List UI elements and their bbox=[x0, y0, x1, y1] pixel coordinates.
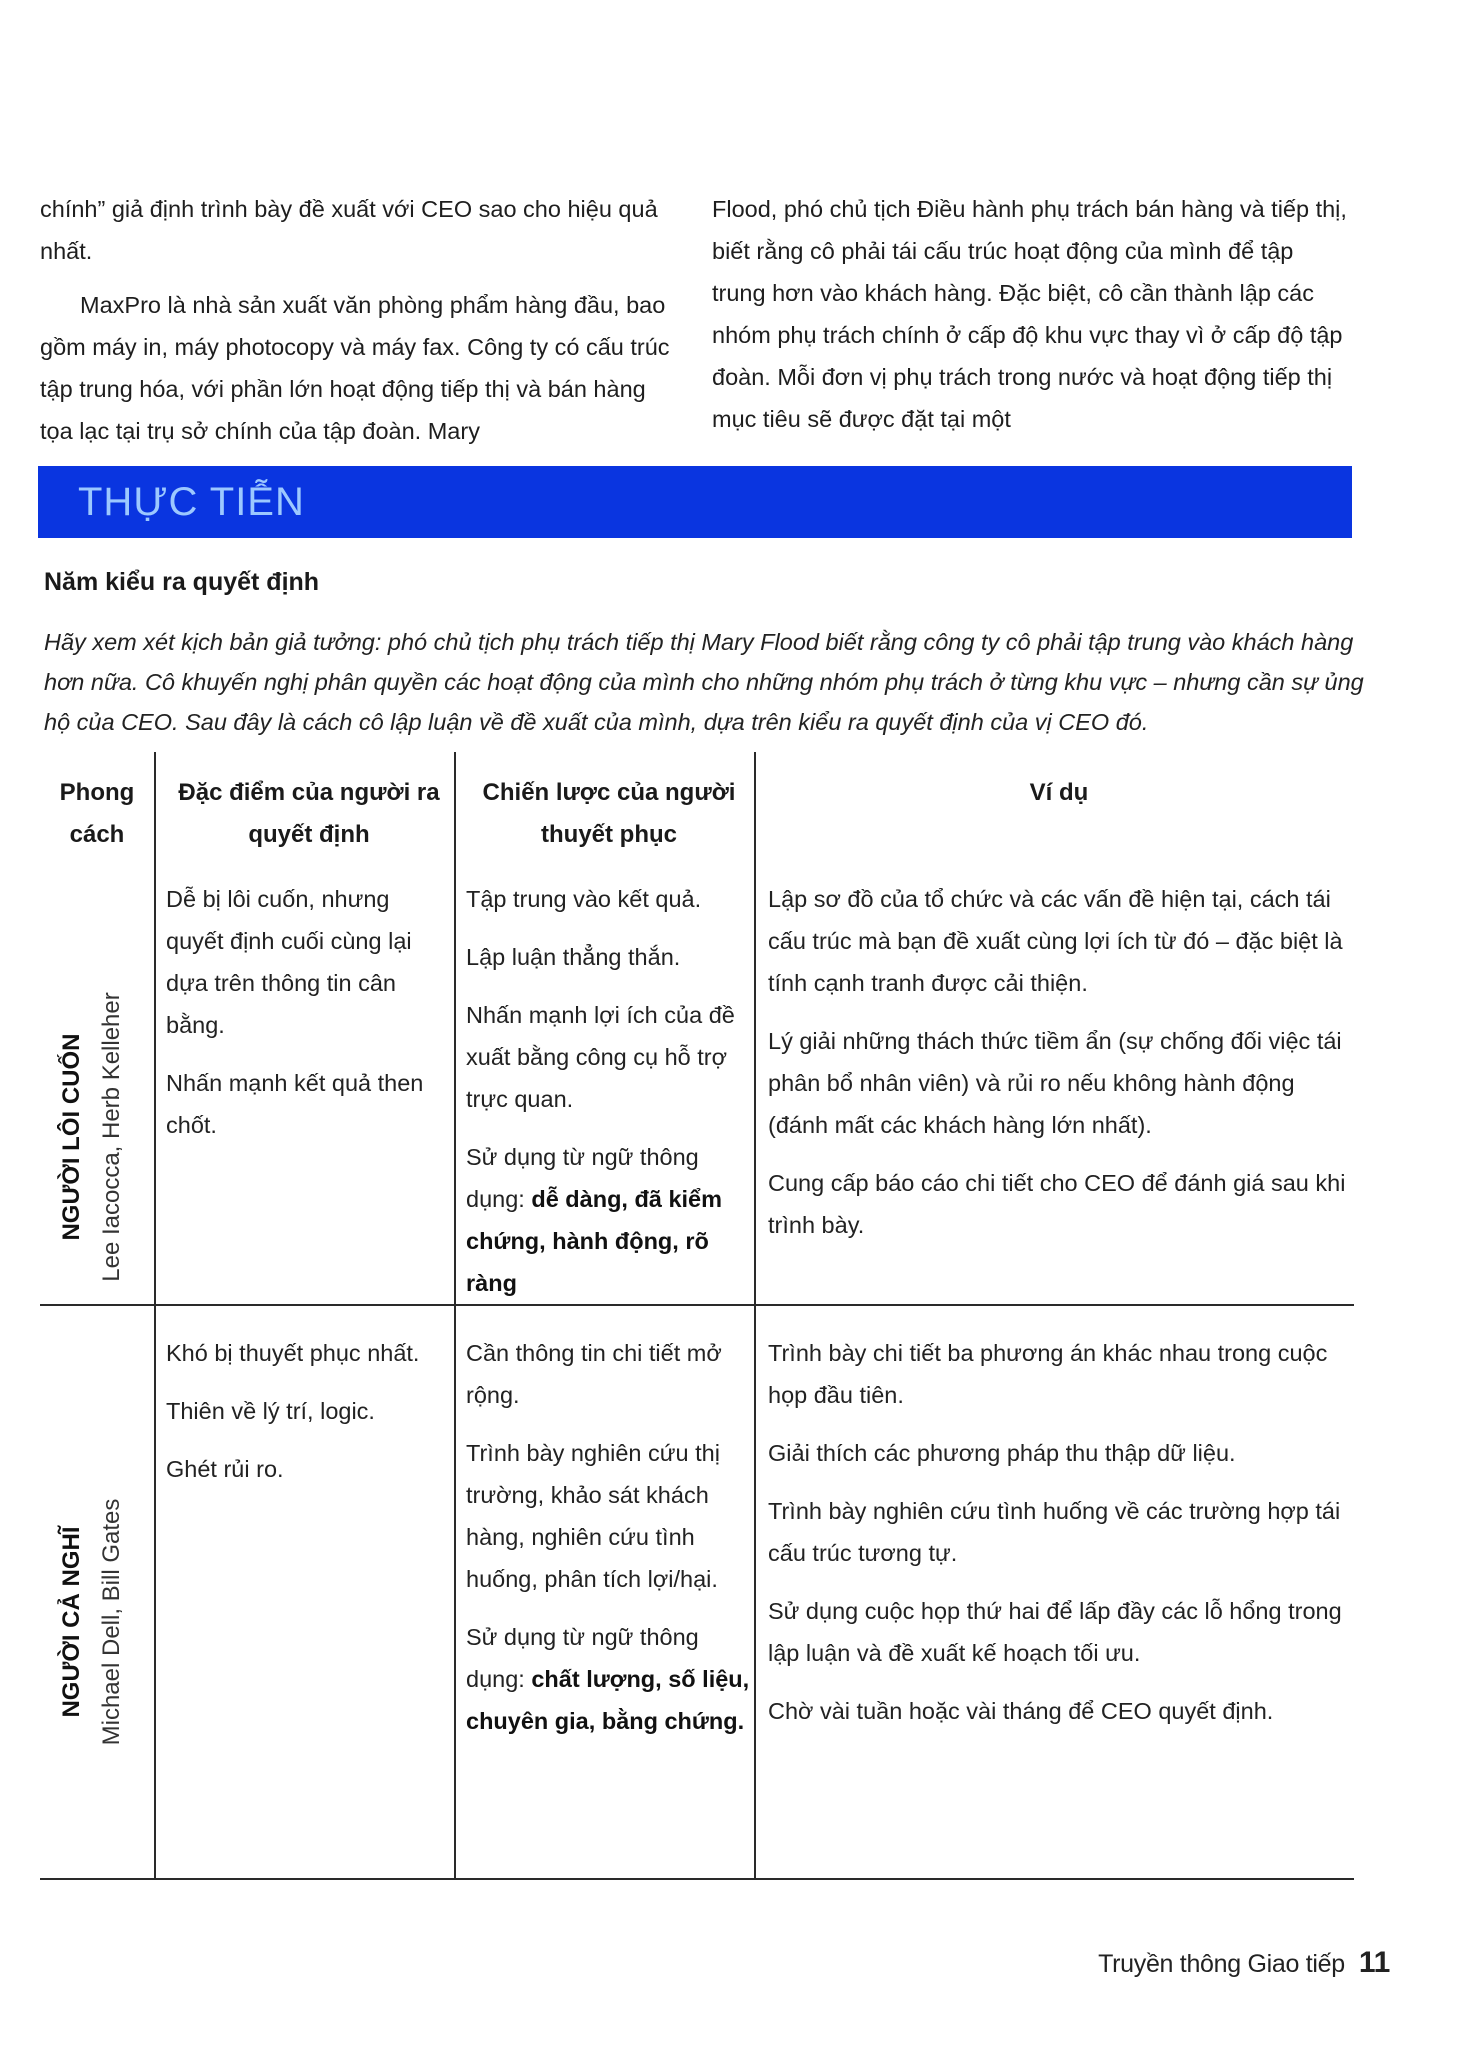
intro-left-paragraph-2: MaxPro là nhà sản xuất văn phòng phẩm hàng đầu, bao gồm máy in, máy photocopy và máy fax. Công ty có cấu trúc tập trung hóa, với phần lớn hoạt động tiếp thị và bán hàng tọa lạc tại trụ sở chính của tập đoàn. Mary bbox=[40, 292, 670, 444]
page-number: 11 bbox=[1358, 1946, 1390, 1979]
intro-column-right bbox=[712, 188, 1352, 440]
list-item: Chờ vài tuần hoặc vài tháng để CEO quyết định. bbox=[768, 1698, 1274, 1724]
intro-right-paragraph-1: Flood, phó chủ tịch Điều hành phụ trách bán hàng và tiếp thị, biết rằng cô phải tái cấu trúc hoạt động của mình để tập trung hơn vào khách hàng. Đặc biệt, cô cần thành lập các nhóm phụ trách chính ở cấp độ khu vực thay vì ở cấp độ tập đoàn. Mỗi đơn vị phụ trách trong nước và hoạt động tiếp thị mục tiêu sẽ được đặt tại một bbox=[712, 196, 1347, 432]
common-words-bold: chất lượng, số liệu, chuyên gia, bằng chứng. bbox=[466, 1666, 750, 1734]
header-traits: Đặc điểm của người ra quyết định bbox=[178, 779, 440, 848]
list-item: Cần thông tin chi tiết mở rộng. bbox=[466, 1340, 722, 1408]
list-item bbox=[466, 1136, 752, 1304]
list-item: Lập luận thẳng thắn. bbox=[466, 944, 681, 970]
list-item: Lý giải những thách thức tiềm ẩn (sự chống đối việc tái phân bổ nhân viên) và rủi ro nếu không hành động (đánh mất các khách hàng lớn nhất). bbox=[768, 1028, 1342, 1138]
row2-example bbox=[768, 1332, 1348, 1748]
list-item: Cung cấp báo cáo chi tiết cho CEO để đánh giá sau khi trình bày. bbox=[768, 1170, 1346, 1238]
common-words-lead: Sử dụng từ ngữ thông dụng: bbox=[466, 1624, 699, 1692]
row2-style-label bbox=[52, 1442, 142, 1802]
row1-example bbox=[768, 878, 1348, 1262]
row1-traits bbox=[166, 878, 446, 1162]
common-words-bold: dễ dàng, đã kiểm chứng, hành động, rõ ràng bbox=[466, 1186, 723, 1296]
list-item: Nhấn mạnh kết quả then chốt. bbox=[166, 1070, 424, 1138]
row2-style-name: NGƯỜI CẢ NGHĨ bbox=[58, 1526, 85, 1718]
table-column-divider bbox=[754, 752, 756, 1880]
list-item: Sử dụng cuộc họp thứ hai để lấp đầy các lỗ hổng trong lập luận và đề xuất kế hoạch tối ưu. bbox=[768, 1598, 1342, 1666]
section-banner bbox=[38, 466, 1352, 538]
intro-left-paragraph-1: chính” giả định trình bày đề xuất với CEO sao cho hiệu quả nhất. bbox=[40, 196, 658, 264]
row2-strategy bbox=[466, 1332, 752, 1758]
book-title: Truyền thông Giao tiếp bbox=[1098, 1950, 1345, 1978]
banner-title: THỰC TIỄN bbox=[78, 480, 305, 524]
list-item: Khó bị thuyết phục nhất. bbox=[166, 1340, 420, 1366]
section-intro: Hãy xem xét kịch bản giả tưởng: phó chủ tịch phụ trách tiếp thị Mary Flood biết rằng công ty cô phải tập trung vào khách hàng hơn nữa. Cô khuyến nghị phân quyền các hoạt động của mình cho những nhóm phụ trách ở từng khu vực – nhưng cần sự ủng hộ của CEO. Sau đây là cách cô lập luận về đề xuất của mình, dựa trên kiểu ra quyết định của vị CEO đó. bbox=[44, 629, 1364, 735]
row2-traits bbox=[166, 1332, 446, 1506]
list-item: Dễ bị lôi cuốn, nhưng quyết định cuối cùng lại dựa trên thông tin cân bằng. bbox=[166, 886, 412, 1038]
row1-strategy bbox=[466, 878, 752, 1320]
row1-style-name: NGƯỜI LÔI CUỐN bbox=[58, 1033, 85, 1241]
section-heading: Năm kiểu ra quyết định bbox=[44, 568, 320, 596]
list-item: Giải thích các phương pháp thu thập dữ liệu. bbox=[768, 1440, 1236, 1466]
row2-style-people: Michael Dell, Bill Gates bbox=[98, 1498, 125, 1746]
header-strategy: Chiến lược của người thuyết phục bbox=[482, 779, 736, 848]
list-item: Nhấn mạnh lợi ích của đề xuất bằng công cụ hỗ trợ trực quan. bbox=[466, 1002, 735, 1112]
list-item: Trình bày nghiên cứu tình huống về các trường hợp tái cấu trúc tương tự. bbox=[768, 1498, 1341, 1566]
list-item: Lập sơ đồ của tổ chức và các vấn đề hiện tại, cách tái cấu trúc mà bạn đề xuất cùng lợi ích từ đó – đặc biệt là tính cạnh tranh được cải thiện. bbox=[768, 886, 1343, 996]
row1-style-label bbox=[52, 957, 142, 1317]
row1-style-people: Lee Iacocca, Herb Kelleher bbox=[98, 992, 125, 1282]
header-style: Phong cách bbox=[59, 779, 135, 848]
list-item bbox=[466, 1616, 752, 1742]
intro-column-left bbox=[40, 188, 680, 452]
table-column-divider bbox=[154, 752, 156, 1880]
page-footer bbox=[1098, 1946, 1390, 1980]
list-item: Ghét rủi ro. bbox=[166, 1456, 284, 1482]
table-bottom-border bbox=[40, 1878, 1354, 1880]
list-item: Trình bày chi tiết ba phương án khác nhau trong cuộc họp đầu tiên. bbox=[768, 1340, 1328, 1408]
list-item: Trình bày nghiên cứu thị trường, khảo sát khách hàng, nghiên cứu tình huống, phân tích lợi/hại. bbox=[466, 1440, 720, 1592]
decision-styles-table bbox=[40, 752, 1354, 1880]
table-column-divider bbox=[454, 752, 456, 1880]
list-item: Thiên về lý trí, logic. bbox=[166, 1398, 375, 1424]
header-example: Ví dụ bbox=[1029, 779, 1089, 806]
list-item: Tập trung vào kết quả. bbox=[466, 886, 702, 912]
common-words-lead: Sử dụng từ ngữ thông dụng: bbox=[466, 1144, 699, 1212]
